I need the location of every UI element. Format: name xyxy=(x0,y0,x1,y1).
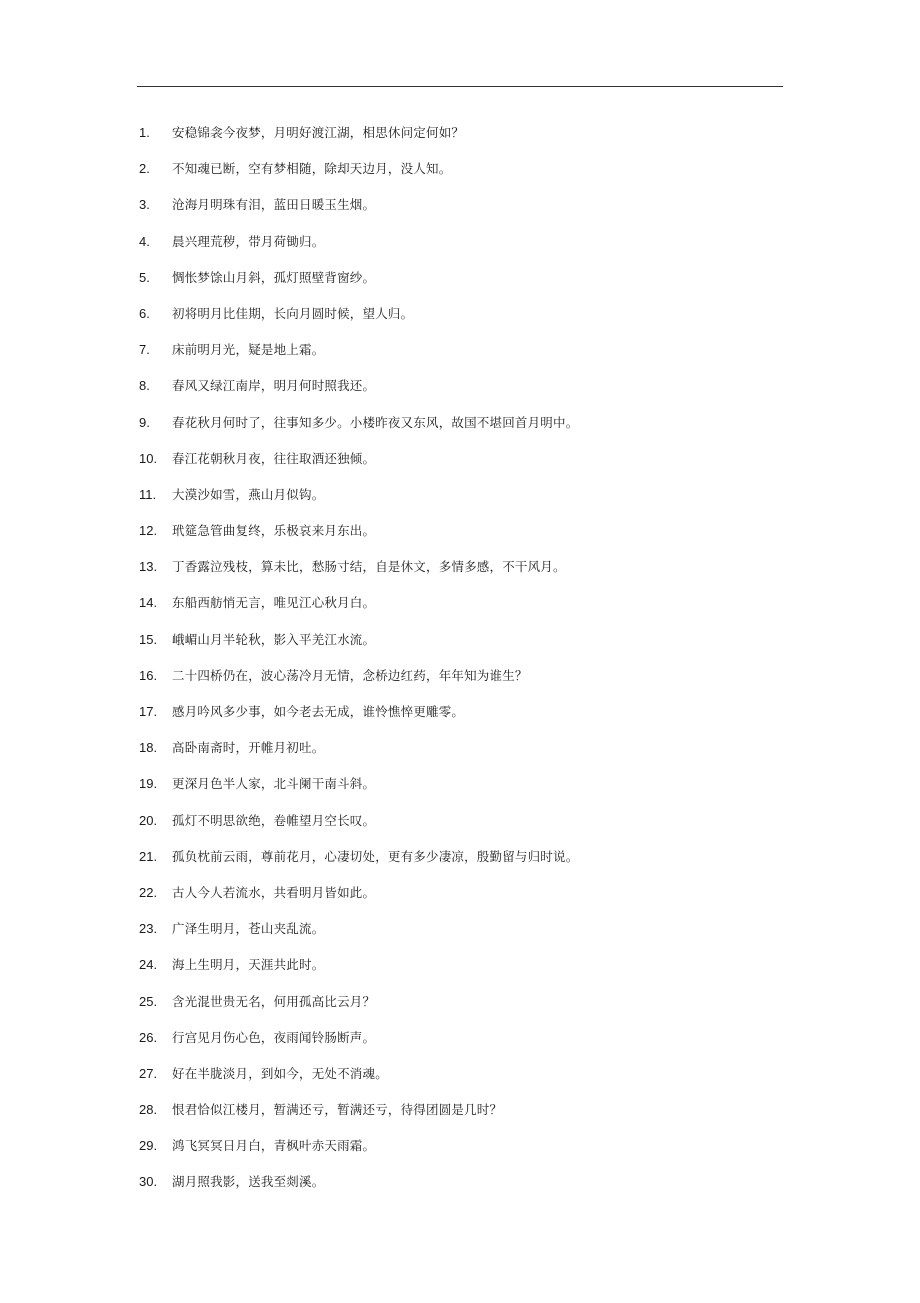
list-item xyxy=(0,224,920,260)
item-text: 玳筵急管曲复终，乐极哀来月东出。 xyxy=(172,523,376,539)
item-text: 不知魂已断，空有梦相随，除却天边月，没人知。 xyxy=(172,161,452,177)
item-number: 28. xyxy=(139,1102,158,1118)
list-item xyxy=(0,296,920,332)
item-text: 春江花朝秋月夜，往往取酒还独倾。 xyxy=(172,450,376,466)
item-text: 大漠沙如雪，燕山月似钩。 xyxy=(172,486,325,502)
item-text: 行宫见月伤心色，夜雨闻铃肠断声。 xyxy=(172,1029,376,1045)
item-number: 29. xyxy=(139,1138,158,1154)
item-number: 4. xyxy=(139,233,150,249)
item-text: 安稳锦衾今夜梦，月明好渡江湖，相思休问定何如？ xyxy=(172,125,465,140)
list-item xyxy=(0,622,920,658)
item-number: 25. xyxy=(139,993,158,1009)
item-text: 春花秋月何时了，往事知多少。小楼昨夜又东风，故国不堪回首月明中。 xyxy=(172,414,579,430)
list-item xyxy=(0,513,920,549)
item-text: 感月吟风多少事，如今老去无成，谁怜憔悴更雕零。 xyxy=(172,704,465,719)
list-item xyxy=(0,1056,920,1092)
list-item xyxy=(0,911,920,947)
list-item xyxy=(0,1128,920,1164)
list-item xyxy=(0,694,920,730)
item-text: 春风又绿江南岸，明月何时照我还。 xyxy=(172,378,376,394)
item-text: 床前明月光，疑是地上霜。 xyxy=(172,342,325,358)
list-item xyxy=(0,187,920,223)
item-number: 13. xyxy=(139,559,158,575)
item-text: 高卧南斋时，开帷月初吐。 xyxy=(172,740,325,756)
list-item xyxy=(0,1164,920,1200)
list-item xyxy=(0,947,920,983)
list-item xyxy=(0,260,920,296)
item-number: 30. xyxy=(139,1174,158,1190)
item-text: 沧海月明珠有泪，蓝田日暖玉生烟。 xyxy=(172,197,376,213)
item-text: 古人今人若流水，共看明月皆如此。 xyxy=(172,884,376,900)
list-item xyxy=(0,803,920,839)
list-item xyxy=(0,839,920,875)
list-item xyxy=(0,477,920,513)
list-item xyxy=(0,441,920,477)
item-number: 12. xyxy=(139,523,158,539)
list-item xyxy=(0,368,920,404)
item-text: 含光混世贵无名，何用孤高比云月？ xyxy=(172,993,376,1009)
list-item xyxy=(0,984,920,1020)
item-number: 8. xyxy=(139,378,150,394)
list-item xyxy=(0,549,920,585)
list-item xyxy=(0,332,920,368)
item-number: 3. xyxy=(139,197,150,213)
list-item xyxy=(0,766,920,802)
item-number: 20. xyxy=(139,812,158,828)
item-number: 14. xyxy=(139,595,158,611)
item-text: 更深月色半人家，北斗阑干南斗斜。 xyxy=(172,776,376,792)
item-number: 24. xyxy=(139,957,158,973)
item-text: 恨君恰似江楼月，暂满还亏，暂满还亏，待得团圆是几时？ xyxy=(172,1102,503,1118)
item-number: 26. xyxy=(139,1029,158,1045)
item-number: 16. xyxy=(139,667,158,683)
item-number: 5. xyxy=(139,269,150,285)
list-item xyxy=(0,875,920,911)
item-number: 21. xyxy=(139,848,158,864)
item-number: 23. xyxy=(139,921,158,937)
item-text: 孤灯不明思欲绝，卷帷望月空长叹。 xyxy=(172,812,376,828)
list-item xyxy=(0,730,920,766)
item-text: 湖月照我影，送我至剡溪。 xyxy=(172,1174,325,1190)
item-number: 6. xyxy=(139,305,150,321)
item-number: 11. xyxy=(139,486,157,502)
item-text: 晨兴理荒秽，带月荷锄归。 xyxy=(172,233,325,249)
item-number: 2. xyxy=(139,161,150,177)
item-text: 惆怅梦馀山月斜，孤灯照壁背窗纱。 xyxy=(172,269,376,285)
item-text: 初将明月比佳期，长向月圆时候，望人归。 xyxy=(172,305,414,321)
item-number: 22. xyxy=(139,884,158,900)
list-item xyxy=(0,405,920,441)
item-number: 10. xyxy=(139,450,158,466)
item-text: 海上生明月，天涯共此时。 xyxy=(172,957,325,973)
poem-list xyxy=(0,115,920,1201)
item-number: 9. xyxy=(139,414,150,430)
item-text: 东船西舫悄无言，唯见江心秋月白。 xyxy=(172,595,376,611)
item-text: 广泽生明月，苍山夹乱流。 xyxy=(172,921,325,937)
item-number: 19. xyxy=(139,776,158,792)
item-text: 孤负枕前云雨，尊前花月，心凄切处，更有多少凄凉，殷勤留与归时说。 xyxy=(172,848,579,864)
item-number: 18. xyxy=(139,740,158,756)
list-item xyxy=(0,115,920,151)
item-text: 鸿飞冥冥日月白，青枫叶赤天雨霜。 xyxy=(172,1138,376,1154)
item-text: 二十四桥仍在，波心荡冷月无情，念桥边红药，年年知为谁生？ xyxy=(172,667,528,683)
list-item xyxy=(0,658,920,694)
item-number: 1. xyxy=(139,125,150,140)
item-number: 17. xyxy=(139,704,158,719)
header-rule xyxy=(137,86,783,87)
item-text: 丁香露泣残枝，算未比，愁肠寸结，自是休文，多情多感，不干风月。 xyxy=(172,559,566,575)
item-number: 15. xyxy=(139,631,158,647)
list-item xyxy=(0,1092,920,1128)
item-text: 峨嵋山月半轮秋，影入平羌江水流。 xyxy=(172,631,376,647)
list-item xyxy=(0,585,920,621)
list-item xyxy=(0,1020,920,1056)
item-text: 好在半胧淡月，到如今，无处不消魂。 xyxy=(172,1065,388,1081)
item-number: 7. xyxy=(139,342,150,358)
list-item xyxy=(0,151,920,187)
item-number: 27. xyxy=(139,1065,158,1081)
